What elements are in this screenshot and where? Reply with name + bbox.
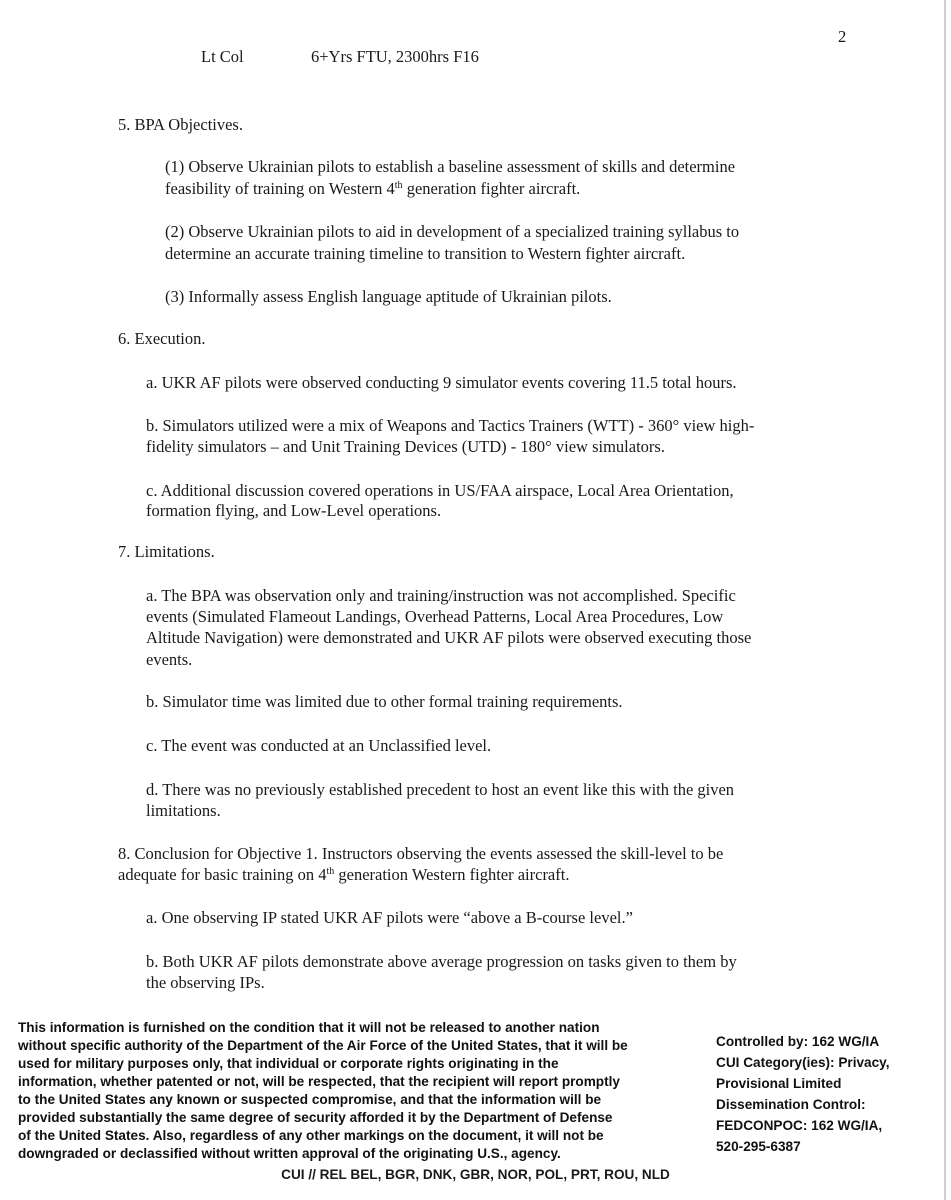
disclaimer-line: provided substantially the same degree of security afforded it by the Department of Defense (18, 1110, 613, 1125)
section-6-b-line-2: fidelity simulators – and Unit Training Devices (UTD) - 180° view simulators. (146, 437, 665, 456)
control-line: 520-295-6387 (716, 1139, 801, 1154)
section-7-b: b. Simulator time was limited due to other formal training requirements. (146, 692, 623, 711)
section-8-b-line-1: b. Both UKR AF pilots demonstrate above average progression on tasks given to them by (146, 952, 737, 971)
section-7-a-line-1: a. The BPA was observation only and training/instruction was not accomplished. Specific (146, 586, 736, 605)
control-line: Dissemination Control: (716, 1097, 866, 1112)
section-8-line-1: 8. Conclusion for Objective 1. Instructors observing the events assessed the skill-level to be (118, 844, 724, 863)
section-5-item-2-line-1: (2) Observe Ukrainian pilots to aid in development of a specialized training syllabus to (165, 222, 740, 241)
disclaimer-line: of the United States. Also, regardless of any other markings on the document, it will not be (18, 1128, 604, 1143)
control-line: CUI Category(ies): Privacy, (716, 1055, 890, 1070)
section-6-b-line-1: b. Simulators utilized were a mix of Weapons and Tactics Trainers (WTT) - 360° view high- (146, 416, 755, 435)
disclaimer-line: information, whether patented or not, will be respected, that the recipient will report promptly (18, 1074, 620, 1089)
page-number: 2 (838, 27, 847, 46)
control-line: Provisional Limited (716, 1076, 842, 1091)
section-5-item-2-line-2: determine an accurate training timeline to transition to Western fighter aircraft. (165, 244, 686, 263)
section-5-heading: 5. BPA Objectives. (118, 115, 243, 134)
section-7-c: c. The event was conducted at an Unclassified level. (146, 736, 492, 755)
section-8-line-2: adequate for basic training on 4th generation Western fighter aircraft. (118, 865, 570, 884)
section-7-a-line-3: Altitude Navigation) were demonstrated and UKR AF pilots were observed executing those (146, 628, 752, 647)
section-5-item-3: (3) Informally assess English language aptitude of Ukrainian pilots. (165, 287, 612, 306)
section-6-a: a. UKR AF pilots were observed conducting 9 simulator events covering 11.5 total hours. (146, 373, 737, 392)
section-6-c-line-2: formation flying, and Low-Level operations. (146, 501, 442, 520)
disclaimer-line: used for military purposes only, that individual or corporate rights originating in the (18, 1056, 559, 1071)
control-line: Controlled by: 162 WG/IA (716, 1034, 880, 1049)
cui-control-block (716, 1031, 941, 1157)
disclaimer-line: to the United States any known or suspected compromise, and that the information will be (18, 1092, 602, 1107)
control-line: FEDCONPOC: 162 WG/IA, (716, 1118, 883, 1133)
release-disclaimer (18, 1019, 718, 1163)
section-5-item-1-line-2: feasibility of training on Western 4th generation fighter aircraft. (165, 179, 581, 198)
page-edge-line (944, 0, 946, 1200)
roster-experience: 6+Yrs FTU, 2300hrs F16 (311, 47, 479, 66)
section-7-a-line-2: events (Simulated Flameout Landings, Overhead Patterns, Local Area Procedures, Low (146, 607, 724, 626)
disclaimer-line: This information is furnished on the condition that it will not be released to another nation (18, 1020, 600, 1035)
section-7-a-line-4: events. (146, 650, 193, 669)
roster-rank: Lt Col (201, 47, 244, 66)
section-7-d-line-2: limitations. (146, 801, 221, 820)
cui-banner: CUI // REL BEL, BGR, DNK, GBR, NOR, POL, PRT, ROU, NLD (281, 1167, 670, 1182)
disclaimer-line: without specific authority of the Department of the Air Force of the United States, that it will be (18, 1038, 628, 1053)
section-7-d-line-1: d. There was no previously established precedent to host an event like this with the given (146, 780, 735, 799)
section-5-item-1-line-1: (1) Observe Ukrainian pilots to establish a baseline assessment of skills and determine (165, 157, 736, 176)
section-6-heading: 6. Execution. (118, 329, 206, 348)
section-8-b-line-2: the observing IPs. (146, 973, 265, 992)
disclaimer-line: downgraded or declassified without written approval of the originating U.S., agency. (18, 1146, 561, 1161)
section-8-a: a. One observing IP stated UKR AF pilots were “above a B-course level.” (146, 908, 633, 927)
section-7-heading: 7. Limitations. (118, 542, 215, 561)
section-6-c-line-1: c. Additional discussion covered operations in US/FAA airspace, Local Area Orientation, (146, 481, 734, 500)
